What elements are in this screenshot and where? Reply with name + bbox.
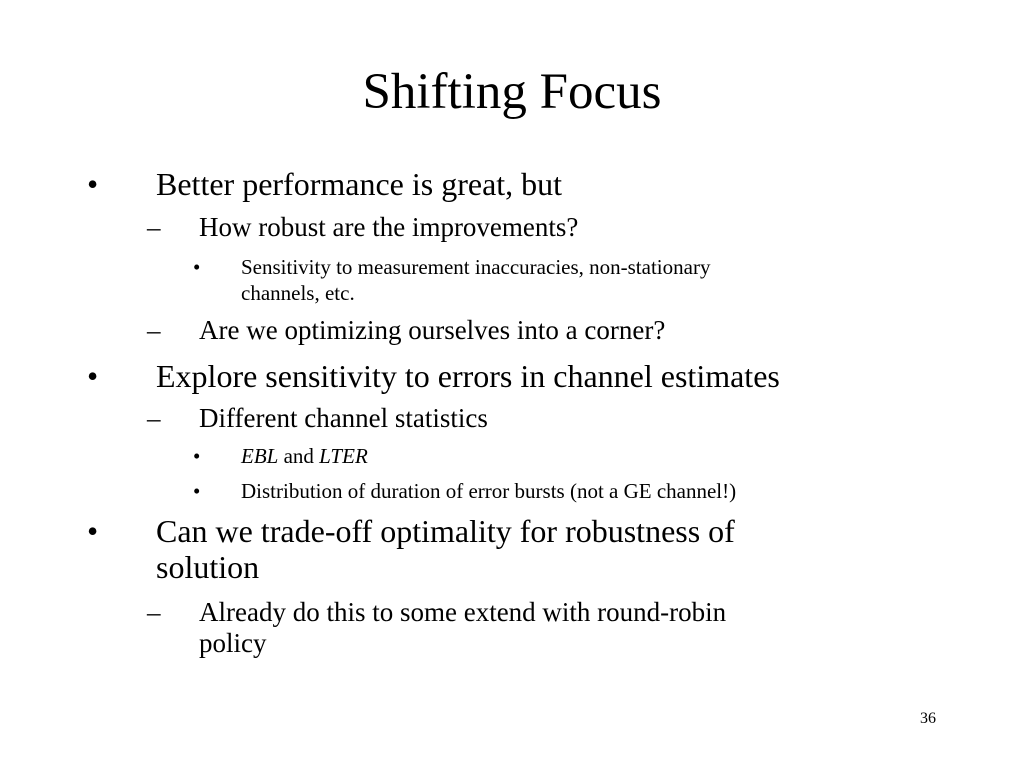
sub-bullet-text: Different channel statistics <box>199 403 488 433</box>
term-ebl: EBL <box>241 444 279 468</box>
dash-marker: – <box>147 597 161 627</box>
sub-sub-bullet-text: Distribution of duration of error bursts (not a GE channel!) <box>241 479 737 503</box>
bullet-text: Explore sensitivity to errors in channel estimates <box>156 358 780 394</box>
term-lter: LTER <box>319 444 368 468</box>
slide-title: Shifting Focus <box>362 64 662 120</box>
bullet-marker: • <box>193 479 201 503</box>
text-line: channels, etc. <box>241 281 355 305</box>
sub-bullet-text <box>199 597 726 659</box>
sub-sub-bullet-text <box>241 254 710 306</box>
dash-marker: – <box>147 403 161 433</box>
text-line: Sensitivity to measurement inaccuracies, non-stationary <box>241 255 711 279</box>
text-line: solution <box>156 549 260 585</box>
sub-sub-bullet-text <box>241 443 368 469</box>
text-line: Already do this to some extend with round-robin <box>199 597 727 627</box>
bullet-marker: • <box>87 513 99 549</box>
text-line: Can we trade-off optimality for robustness of <box>156 513 735 549</box>
bullet-marker: • <box>193 444 201 468</box>
sub-bullet-text: Are we optimizing ourselves into a corner? <box>199 315 666 345</box>
dash-marker: – <box>147 212 161 242</box>
bullet-marker: • <box>87 358 99 394</box>
bullet-marker: • <box>87 166 99 202</box>
text-line: policy <box>199 628 267 658</box>
conjunction: and <box>278 444 320 468</box>
bullet-text: Better performance is great, but <box>156 166 563 202</box>
page-number: 36 <box>920 710 936 727</box>
bullet-text <box>156 513 735 585</box>
bullet-marker: • <box>193 255 201 279</box>
dash-marker: – <box>147 315 161 345</box>
sub-bullet-text: How robust are the improvements? <box>199 212 579 242</box>
